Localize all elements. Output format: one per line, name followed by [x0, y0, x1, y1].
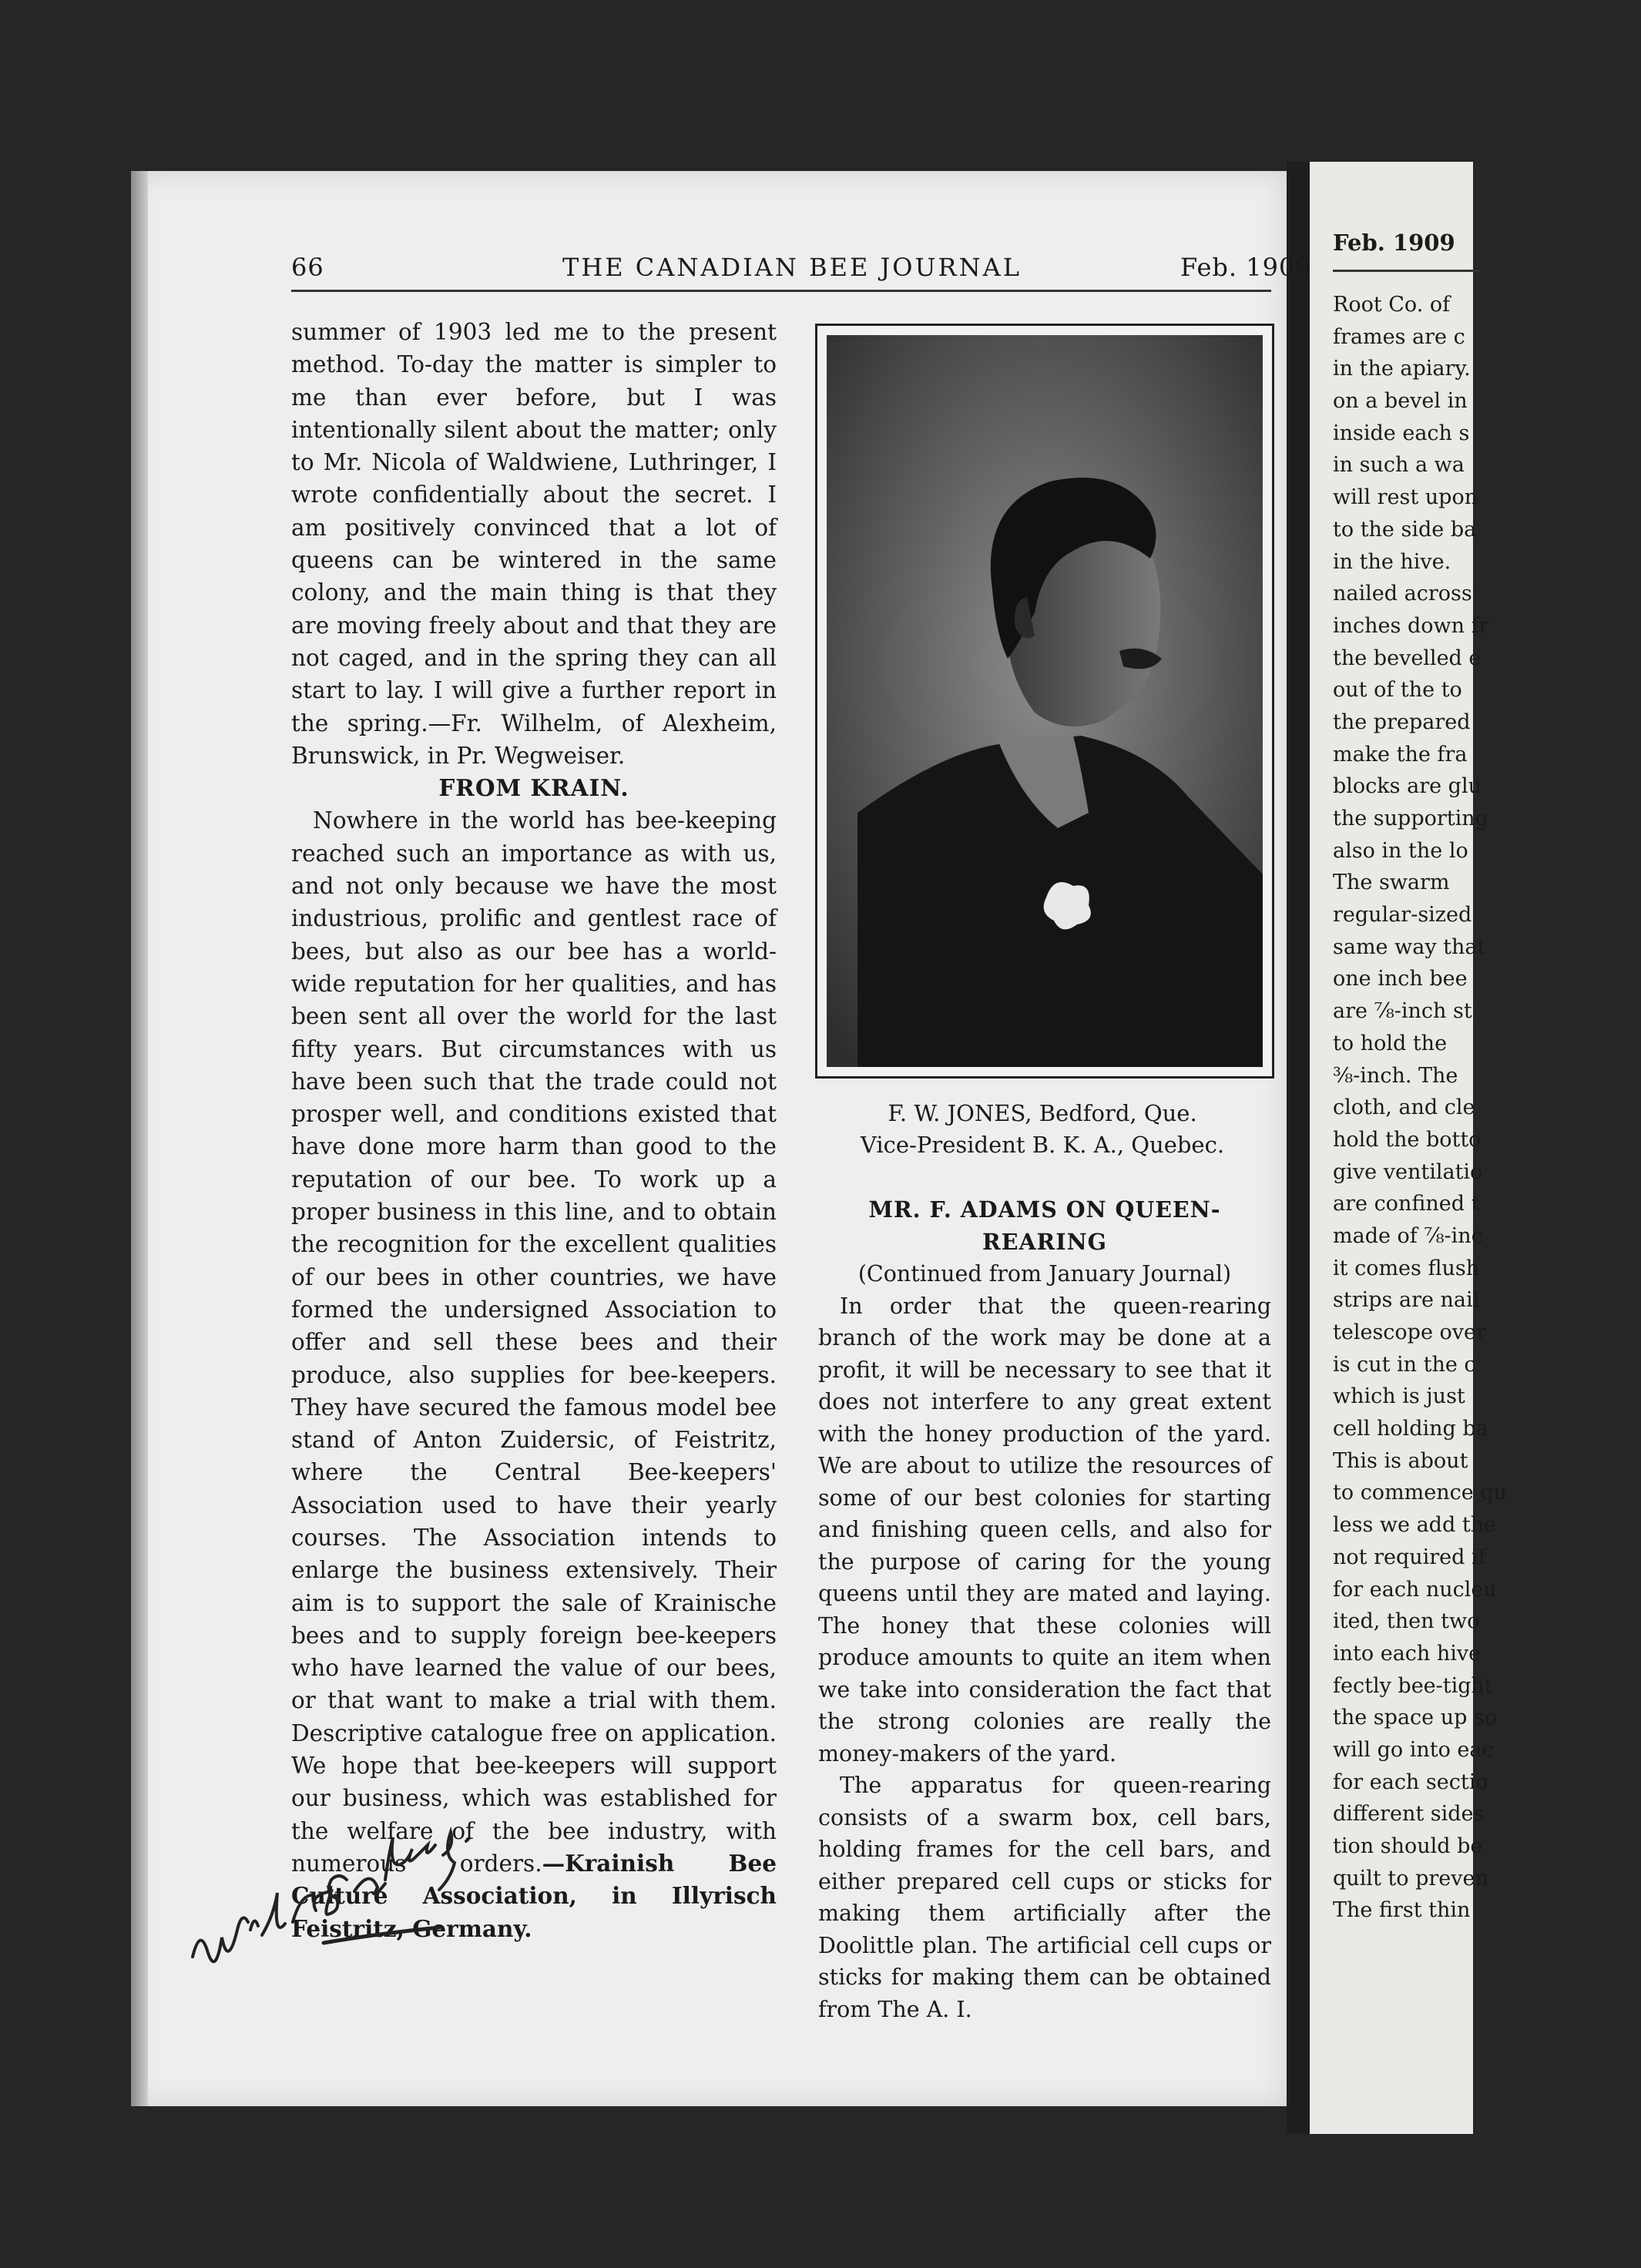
adjacent-page-line: Root Co. of: [1333, 293, 1451, 317]
adjacent-page-line: telescope over: [1333, 1320, 1486, 1344]
adjacent-page-line: not required if: [1333, 1545, 1486, 1569]
adjacent-page-line: frames are c: [1333, 324, 1465, 349]
adjacent-page-text: [1333, 289, 1641, 1927]
adjacent-page-line: ited, then two: [1333, 1609, 1480, 1634]
page-number: 66: [291, 253, 324, 282]
adjacent-page-line: hold the botto: [1333, 1127, 1482, 1152]
handwritten-note: [177, 1764, 578, 1995]
adjacent-page-line: the bevelled e: [1333, 646, 1482, 670]
journal-title: THE CANADIAN BEE JOURNAL: [562, 253, 1022, 282]
adjacent-page-line: it comes flush: [1333, 1256, 1480, 1280]
adjacent-page-line: different sides: [1333, 1802, 1485, 1827]
queen-rearing-paragraph-1: In order that the queen-rearing branch of the work may be done at a profit, it will be necessary to see that it does not interfere to any great extent with the honey production of the yard. We are about to utilize the resources of some of our best colonies for starting and finishing queen cells, and also for the purpose of caring for the young queens until they are mated and laying. The honey that these colonies will produce amounts to quite an item when we take into consideration the fact that the strong colonies are really the money-makers of the yard.: [818, 1293, 1271, 1766]
adjacent-page-line: same way that: [1333, 934, 1486, 959]
continued-article-text: summer of 1903 led me to the present method. To-day the matter is simpler to me than ever before, but I was intentionally silent about the matter; only to Mr. Nicola of Waldwiene, Luthringer, I wrote confidentially about the secret. I am positively convinced that a lot of queens can be wintered in the same colony, and the main thing is that they are moving freely about and that they are not caged, and in the spring they can all start to lay. I will give a further report in the spring.—Fr. Wilhelm, of Alexheim, Brunswick, in Pr. Wegweiser.: [291, 319, 777, 769]
left-column: [291, 316, 777, 1945]
adjacent-page-line: in the apiary.: [1333, 357, 1471, 381]
adjacent-page-line: quilt to preven: [1333, 1866, 1488, 1891]
queen-rearing-paragraph-2: The apparatus for queen-rearing consists of a swarm box, cell bars, holding frames for the cell bars, and either prepared cell cups or sticks for making them artificially after the Doolittle plan. The artificial cell cups or sticks for making them can be obtained from The A. I.: [818, 1773, 1271, 2022]
adjacent-page-line: regular-sized: [1333, 903, 1472, 928]
page-edge: [131, 171, 148, 2106]
adjacent-page-line: cell holding ba: [1333, 1417, 1488, 1441]
adjacent-page-line: in such a wa: [1333, 453, 1465, 478]
adjacent-page-line: will go into eac: [1333, 1737, 1494, 1762]
adjacent-page-line: made of ⅞-inc: [1333, 1223, 1483, 1248]
adjacent-page-line: blocks are glu: [1333, 774, 1482, 799]
adjacent-page-line: out of the to: [1333, 678, 1462, 703]
adjacent-page-line: the supporting: [1333, 807, 1488, 830]
adjacent-page-line: inside each s: [1333, 421, 1470, 445]
adjacent-page-line: one inch bee: [1333, 967, 1468, 991]
adjacent-page-line: fectly bee-tight: [1333, 1673, 1493, 1698]
adjacent-page-line: for each sectio: [1333, 1770, 1488, 1794]
caption-name: F. W. JONES, Bedford, Que.: [888, 1100, 1197, 1126]
adjacent-page-line: cloth, and cle: [1333, 1095, 1475, 1120]
page-gutter: [1287, 162, 1310, 2134]
caption-title: Vice-President B. K. A., Quebec.: [860, 1132, 1225, 1158]
adjacent-page-line: into each hive: [1333, 1641, 1482, 1666]
adjacent-page-line: The swarm: [1333, 871, 1450, 895]
adjacent-page-line: tion should be: [1333, 1834, 1483, 1858]
adjacent-page-line: to commence qu: [1333, 1481, 1507, 1505]
adjacent-page-line: less we add the: [1333, 1513, 1497, 1538]
adjacent-page-line: strips are nail: [1333, 1288, 1480, 1313]
portrait-photo: [827, 335, 1263, 1067]
adjacent-page-line: ⅜-inch. The: [1333, 1063, 1458, 1088]
right-column: [818, 1194, 1271, 2025]
adjacent-page-line: give ventilatio: [1333, 1159, 1483, 1184]
adjacent-page: [1310, 162, 1507, 2134]
adjacent-page-line: are confined t: [1333, 1192, 1480, 1216]
issue-date: Feb. 1909: [1180, 253, 1312, 282]
adjacent-page-line: the space up so: [1333, 1706, 1498, 1730]
adjacent-page-line: are ⅞-inch st: [1333, 999, 1472, 1024]
adjacent-page-rule: [1333, 270, 1479, 272]
adjacent-page-line: This is about: [1333, 1448, 1468, 1473]
adjacent-page-line: is cut in the c: [1333, 1352, 1476, 1377]
adjacent-page-line: to the side ba: [1333, 517, 1477, 542]
krain-body: Nowhere in the world has bee-keeping reached such an importance as with us, and not only because we have the most industrious, prolific and gentlest race of bees, but also as our bee has a world-wide reputation for her qualities, and has been sent all over the world for the last fifty years. But circumstances with us have been such that the trade could not prosper well, and conditions existed that have done more harm than good to the reputation of our bee. To work up a proper business in this line, and to obtain the recognition for the excellent qualities of our bees in other countries, we have formed the undersigned Association to offer and sell these bees and their produce, also supplies for bee-keepers. They have secured the famous model bee stand of Anton Zuidersic, of Feistritz, where the Central Bee-keepers' Association used to have their yearly courses. The Association intends to enlarge the business extensively. Their aim is to support the sale of Krainische bees and to supply foreign bee-keepers who have learned the value of our bees, or that want to make a trial with them. Descriptive catalogue free on application. We hope that bee-keepers will support our business, which was established for the welfare of the bee industry, with numerous orders.: [291, 807, 777, 1877]
adjacent-page-line: to hold the: [1333, 1031, 1448, 1055]
krain-heading: FROM KRAIN.: [438, 774, 629, 802]
adjacent-page-line: make the fra: [1333, 742, 1468, 767]
header-rule: [291, 290, 1271, 292]
queen-rearing-subheading: (Continued from January Journal): [857, 1261, 1232, 1287]
adjacent-page-line: nailed across: [1333, 582, 1472, 606]
adjacent-page-date: Feb. 1909: [1333, 230, 1455, 256]
queen-rearing-heading: MR. F. ADAMS ON QUEEN-REARING: [868, 1196, 1221, 1255]
adjacent-page-line: will rest upon: [1333, 485, 1478, 510]
adjacent-page-line: the prepared: [1333, 710, 1471, 734]
adjacent-page-line: in the hive.: [1333, 549, 1451, 574]
portrait-frame: [815, 324, 1274, 1079]
adjacent-page-line: also in the lo: [1333, 838, 1468, 863]
adjacent-page-line: The first thin: [1333, 1898, 1471, 1923]
adjacent-page-line: inches down fr: [1333, 613, 1489, 638]
adjacent-page-line: which is just: [1333, 1384, 1465, 1409]
portrait-caption: [815, 1098, 1270, 1161]
adjacent-page-line: for each nucleu: [1333, 1577, 1497, 1602]
adjacent-page-line: on a bevel in: [1333, 389, 1468, 414]
krain-signature: —Krainish Bee Culture Association, in Illyrisch Feistritz, Germany.: [291, 1849, 777, 1942]
